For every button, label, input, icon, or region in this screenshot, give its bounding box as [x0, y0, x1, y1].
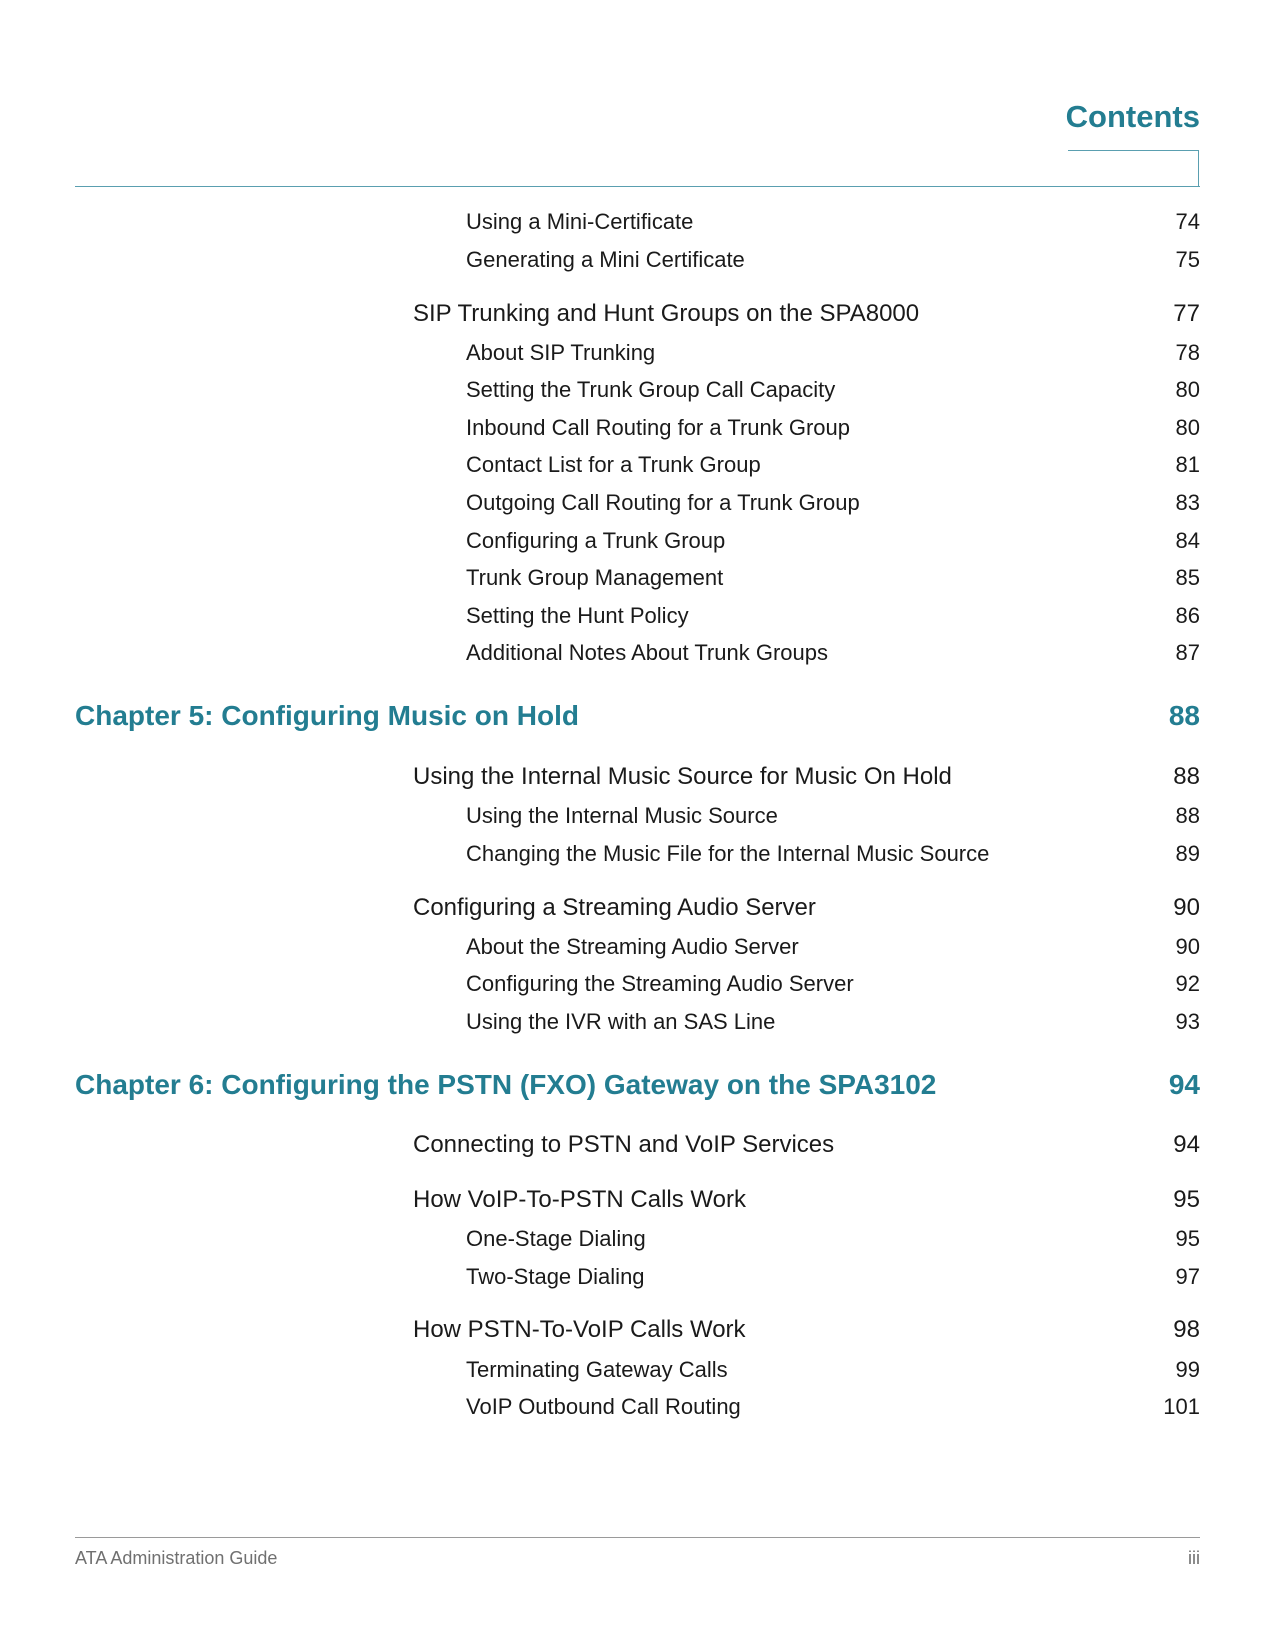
toc-entry-page-number: 88 — [1175, 803, 1200, 828]
toc-entry-label: Using the Internal Music Source for Music On Hold — [413, 763, 952, 790]
toc-entry-label: VoIP Outbound Call Routing — [466, 1394, 741, 1419]
toc-entry-label: Setting the Trunk Group Call Capacity — [466, 377, 836, 402]
toc-entry-page-number: 85 — [1175, 565, 1200, 590]
toc-entry-page-number: 83 — [1175, 490, 1200, 515]
toc-entry-page-number: 90 — [1173, 894, 1200, 921]
toc-entry-page-number: 95 — [1173, 1186, 1200, 1213]
toc-entry-label: Using a Mini-Certificate — [466, 209, 694, 234]
toc-entry-label: Chapter 5: Configuring Music on Hold — [75, 700, 579, 731]
toc-entry-page-number: 87 — [1175, 640, 1200, 665]
toc-entry-page-number: 90 — [1175, 934, 1200, 959]
toc-entry-page-number: 88 — [1168, 700, 1200, 731]
toc-entry-page-number: 94 — [1168, 1069, 1200, 1100]
toc-entry-label: Configuring a Streaming Audio Server — [413, 894, 816, 921]
footer-page-number: iii — [1188, 1548, 1200, 1568]
toc-entry-label: Terminating Gateway Calls — [466, 1357, 728, 1382]
toc-entry-label: How PSTN-To-VoIP Calls Work — [413, 1316, 746, 1343]
title-frame — [1068, 150, 1199, 187]
header-rule — [75, 186, 1200, 187]
toc-entry-page-number: 89 — [1175, 841, 1200, 866]
toc-entry-label: Two-Stage Dialing — [466, 1264, 645, 1289]
toc-entry-page-number: 80 — [1175, 415, 1200, 440]
toc-entry-label: About the Streaming Audio Server — [466, 934, 799, 959]
toc-entry-label: Using the IVR with an SAS Line — [466, 1009, 776, 1034]
toc-entry-page-number: 74 — [1175, 209, 1200, 234]
toc-entry-label: How VoIP-To-PSTN Calls Work — [413, 1186, 746, 1213]
toc-entry-page-number: 101 — [1163, 1394, 1200, 1419]
toc-entry-label: Contact List for a Trunk Group — [466, 452, 761, 477]
toc-entry-label: Trunk Group Management — [466, 565, 724, 590]
toc-entry-label: Configuring a Trunk Group — [466, 528, 726, 553]
toc-entry-page-number: 95 — [1175, 1226, 1200, 1251]
toc-entry-page-number: 84 — [1175, 528, 1200, 553]
toc-entry-page-number: 77 — [1173, 300, 1200, 327]
toc-entry-label: Connecting to PSTN and VoIP Services — [413, 1131, 835, 1158]
toc-entry-page-number: 88 — [1173, 763, 1200, 790]
toc-entry-page-number: 81 — [1175, 452, 1200, 477]
toc-entry-label: Outgoing Call Routing for a Trunk Group — [466, 490, 860, 515]
toc-entry-page-number: 93 — [1175, 1009, 1200, 1034]
toc-entry-page-number: 94 — [1173, 1131, 1200, 1158]
toc-entry-page-number: 99 — [1175, 1357, 1200, 1382]
footer-doc-title: ATA Administration Guide — [75, 1548, 278, 1568]
toc-entry-label: Chapter 6: Configuring the PSTN (FXO) Gateway on the SPA3102 — [75, 1069, 937, 1100]
toc-entry-page-number: 92 — [1175, 971, 1200, 996]
toc-entry-page-number: 98 — [1173, 1316, 1200, 1343]
toc-entry-label: Using the Internal Music Source — [466, 803, 778, 828]
toc-entry-page-number: 78 — [1175, 340, 1200, 365]
toc-entry-page-number: 86 — [1175, 603, 1200, 628]
footer-rule — [75, 1537, 1200, 1538]
toc-entry-label: One-Stage Dialing — [466, 1226, 646, 1251]
toc-entry-page-number: 80 — [1175, 377, 1200, 402]
toc-entry-label: Changing the Music File for the Internal Music Source — [466, 841, 990, 866]
page-title: Contents — [1065, 99, 1200, 134]
toc-entry-page-number: 75 — [1175, 247, 1200, 272]
toc-entry-label: SIP Trunking and Hunt Groups on the SPA8000 — [413, 300, 920, 327]
toc-entry-label: Generating a Mini Certificate — [466, 247, 745, 272]
toc-entry-label: Additional Notes About Trunk Groups — [466, 640, 828, 665]
toc-entry-label: Setting the Hunt Policy — [466, 603, 689, 628]
toc-entry-label: Inbound Call Routing for a Trunk Group — [466, 415, 851, 440]
toc-entry-label: Configuring the Streaming Audio Server — [466, 971, 854, 996]
toc-entry-page-number: 97 — [1175, 1264, 1200, 1289]
toc-entry-label: About SIP Trunking — [466, 340, 656, 365]
